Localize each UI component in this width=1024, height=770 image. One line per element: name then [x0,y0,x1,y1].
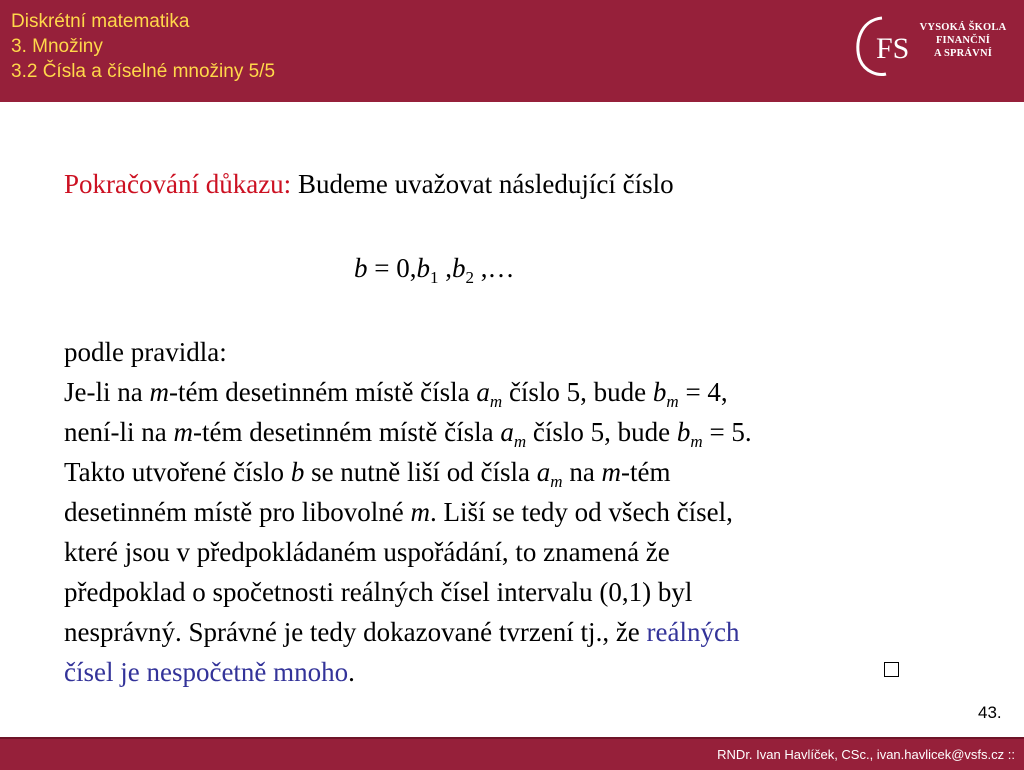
conclusion-highlight-2: čísel je nespočetně mnoho [64,657,349,687]
intro-line [64,165,674,203]
formula-b2: b [451,253,466,283]
footer-bar [0,737,1024,770]
paragraph-line-8: čísel je nespočetně mnoho. [64,657,355,687]
logo-text [910,21,1016,60]
logo-line-3: A SPRÁVNÍ [933,48,993,59]
header-titles [11,9,275,84]
formula-sep: , [438,253,452,283]
vsfs-logo-icon [852,14,910,78]
paragraph-line-4: desetinném místě pro libovolné m. Liší se tedy od všech čísel, [64,497,733,527]
rule-heading: podle pravidla: [64,337,227,367]
page-number: 43. [978,703,1002,722]
school-logo [852,14,1017,78]
chapter-title: 3. Množiny [11,36,103,57]
rule-line-2: není-li na m-tém desetinném místě čísla $a_m$ číslo 5, bude $b_m = 5$. [64,417,752,451]
formula-sub2: 2 [465,268,474,287]
logo-line-1: VYSOKÁ ŠKOLA [919,22,1007,33]
formula-lhs: b [354,253,368,283]
formula-eq: = 0, [367,253,417,283]
formula-tail: ,… [473,253,515,283]
formula-b [354,249,514,291]
rule-line-1: Je-li na m-tém desetinném místě čísla $a_m$ číslo 5, bude $b_m = 4$, [64,377,728,411]
paragraph-line-3: Takto utvořené číslo b se nutně liší od čísla $a_m$ na m-tém [64,457,671,491]
formula-sub1: 1 [429,268,439,287]
qed-square-icon [884,662,899,677]
logo-line-2: FINANČNÍ [935,35,991,46]
header-bar [0,0,1024,102]
logo-mark-letters: FS [876,32,910,65]
paragraph-line-7: nesprávný. Správné je tedy dokazované tvrzení tj., že reálných [64,617,740,647]
paragraph-line-6: předpoklad o spočetnosti reálných čísel intervalu (0,1) byl [64,577,693,607]
paragraph-line-5: které jsou v předpokládaném uspořádání, to znamená že [64,537,670,567]
footer-author: RNDr. Ivan Havlíček, CSc., ivan.havlicek@vsfs.cz :: [717,747,1015,762]
proof-continuation-label: Pokračování důkazu: [64,169,292,199]
conclusion-highlight-1: reálných [646,617,740,647]
formula-b1: b [416,253,430,283]
intro-text: Budeme uvažovat následující číslo [291,169,674,199]
section-title: 3.2 Čísla a číselné množiny 5/5 [11,61,276,82]
course-title: Diskrétní matematika [11,11,190,32]
